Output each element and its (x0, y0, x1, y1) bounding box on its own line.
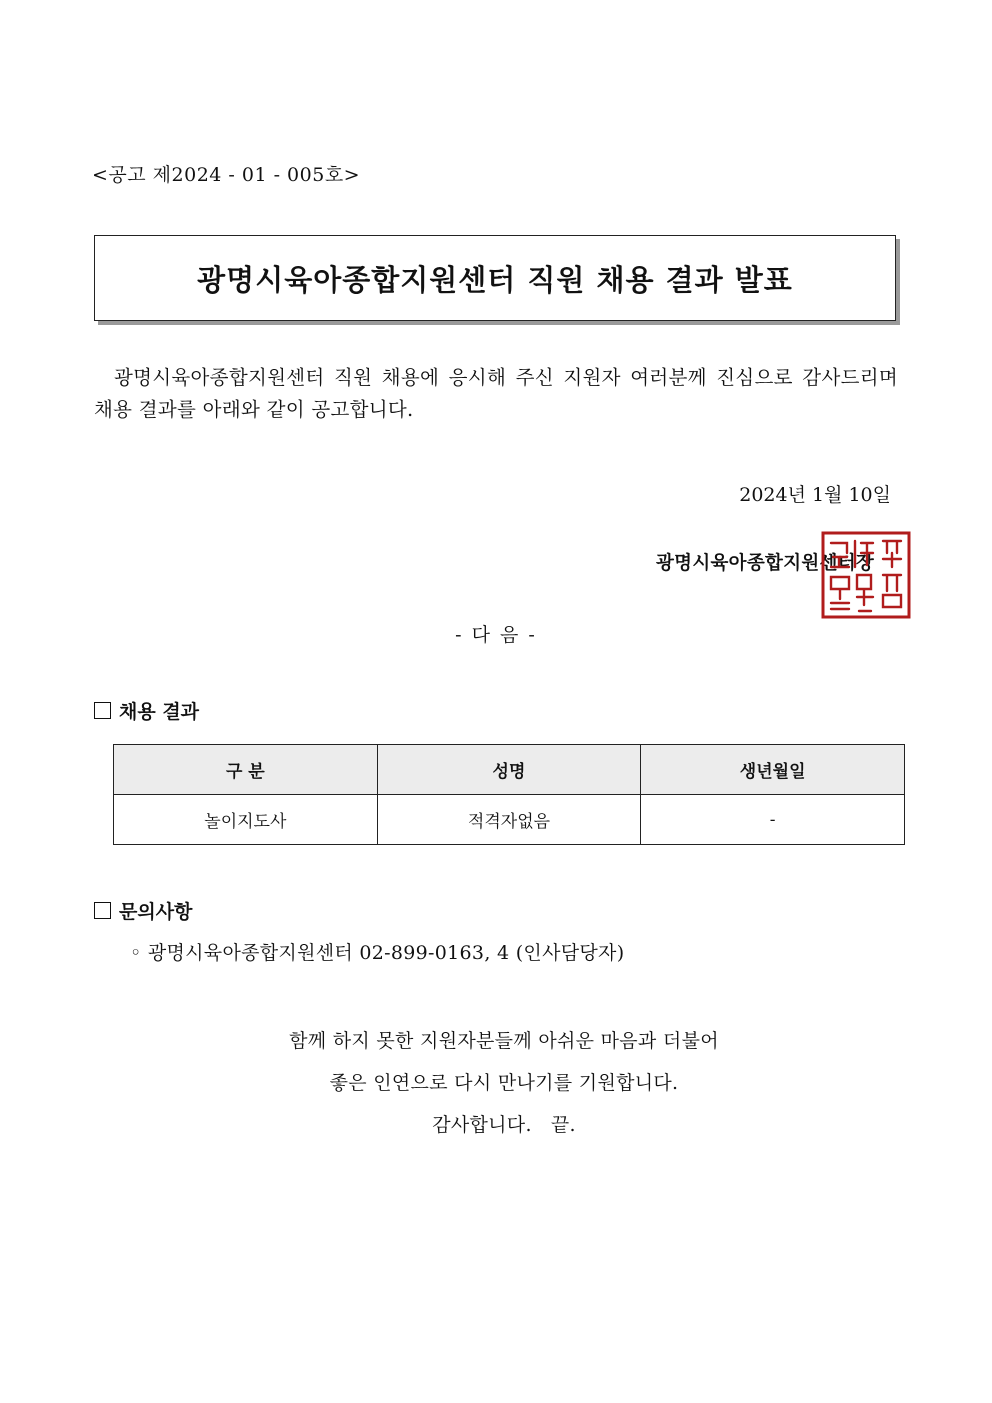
closing-line: 감사합니다. 끝. (432, 1114, 576, 1136)
column-header: 구 분 (114, 745, 378, 795)
section-result-title: 채용 결과 (119, 701, 200, 723)
checkbox-icon (94, 902, 111, 919)
closing-line: 함께 하지 못한 지원자분들께 아쉬운 마음과 더불어 (289, 1030, 719, 1052)
title-box (94, 235, 896, 321)
result-table (113, 744, 905, 845)
intro-paragraph: 광명시육아종합지원센터 직원 채용에 응시해 주신 지원자 여러분께 진심으로 감사드리며 채용 결과를 아래와 같이 공고합니다. (94, 366, 898, 421)
table-cell: - (641, 795, 905, 845)
closing-message (0, 1020, 992, 1146)
notice-number: <공고 제2024 - 01 - 005호> (92, 164, 361, 186)
issuer-name: 광명시육아종합지원센터장 (656, 553, 875, 574)
section-contact-title: 문의사항 (119, 901, 193, 923)
closing-line: 좋은 인연으로 다시 만나기를 기원합니다. (329, 1072, 679, 1094)
divider-label: - 다 음 - (455, 624, 537, 646)
table-cell: 적격자없음 (377, 795, 641, 845)
section-contact-heading (94, 897, 192, 924)
table-header-row (114, 745, 905, 795)
table-cell: 놀이지도사 (114, 795, 378, 845)
contact-item: ◦ 광명시육아종합지원센터 02-899-0163, 4 (인사담당자) (130, 942, 625, 964)
issue-date: 2024년 1월 10일 (739, 484, 891, 506)
table-row (114, 795, 905, 845)
checkbox-icon (94, 702, 111, 719)
column-header: 성명 (377, 745, 641, 795)
section-result-heading (94, 697, 199, 724)
page-title: 광명시육아종합지원센터 직원 채용 결과 발표 (197, 262, 793, 297)
official-seal-icon (821, 531, 911, 619)
column-header: 생년월일 (641, 745, 905, 795)
